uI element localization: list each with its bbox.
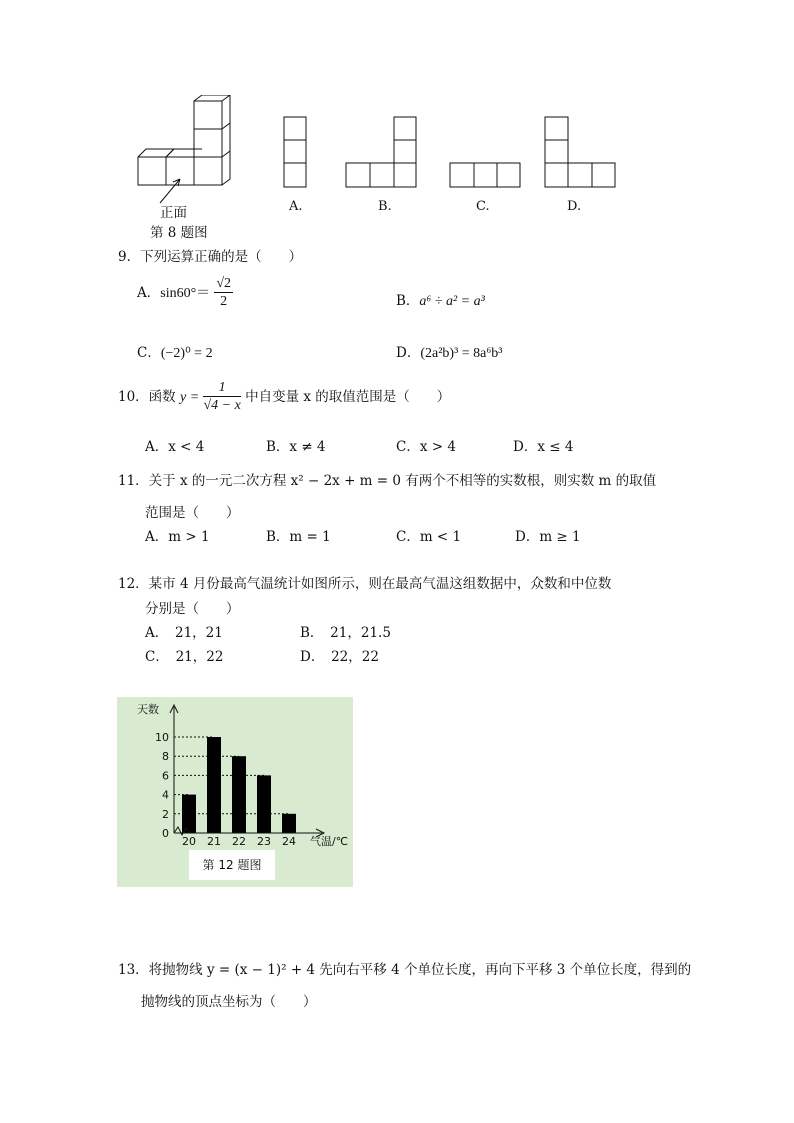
q9-a-frac-num: √2 [216,276,232,291]
q10-fraction [203,380,240,415]
bar-23 [257,775,271,833]
q10-option-c: C．x > 4 [396,439,456,455]
q10-option-d: D．x ≤ 4 [513,439,574,455]
x-tick-label: 22 [232,835,246,848]
q9-d-label: D． [396,345,421,361]
q9-stem: 9．下列运算正确的是（ ） [118,249,303,265]
q9-d-expr: (2a²b)³ = 8a⁶b³ [420,346,503,361]
q13-line1: 13．将抛物线 y = (x − 1)² + 4 先向右平移 4 个单位长度，再向下平移 3 个单位长度，得到的 [118,962,692,978]
q9-option-b [396,289,485,310]
x-tick-label: 23 [257,835,271,848]
q8-option-a: A. [289,199,303,214]
q9-option-a [137,276,233,311]
q10-func: y = [179,390,200,405]
q9-b-label: B． [396,293,420,309]
q8-option-b: B. [378,199,392,214]
q11-line2: 范围是（ ） [145,505,240,521]
bar-20 [182,795,196,833]
q12-option-b: B． 21，21.5 [300,625,391,641]
y-tick-label: 0 [162,827,169,840]
q9-a-fraction [214,276,233,311]
q12-line2: 分别是（ ） [145,601,240,617]
q10-stem [118,380,450,415]
q10-prefix: 10．函数 [118,389,176,405]
q9-option-d [396,341,502,362]
q10-suffix: 中自变量 x 的取值范围是（ ） [245,389,451,405]
q10-frac-den: √4 − x [203,398,241,413]
q11-option-d: D．m ≥ 1 [515,529,581,545]
q9-a-label: A． [137,285,161,301]
y-tick-label: 6 [162,769,169,783]
q10-option-b: B．x ≠ 4 [266,439,326,455]
q9-a-expr: sin60°＝ [160,286,211,301]
x-tick-label: 24 [282,835,296,848]
q8-figure [130,95,630,240]
bar-22 [232,756,246,833]
x-tick-label: 21 [207,835,221,848]
q10-option-a: A．x < 4 [145,439,205,455]
y-tick-label: 2 [162,807,169,821]
y-tick-label: 8 [162,750,169,764]
q12-option-c: C． 21，22 [145,649,224,665]
q11-option-a: A．m > 1 [145,529,210,545]
q12-option-d: D． 22，22 [300,649,379,665]
q9-a-frac-den: 2 [220,294,228,309]
q11-option-c: C．m < 1 [396,529,462,545]
bar-21 [207,737,221,833]
q10-frac-num: 1 [203,380,240,397]
q12-chart-panel [117,697,353,887]
y-axis-label: 天数 [137,703,159,716]
y-tick-label: 10 [155,731,169,744]
x-axis-label: 气温/℃ [310,835,349,848]
q9-b-expr: a⁶ ÷ a² = a³ [419,294,485,309]
q8-option-d: D. [567,199,582,214]
q12-option-a: A． 21，21 [145,625,223,641]
q8-option-c: C. [476,199,490,214]
q12-line1: 12．某市 4 月份最高气温统计如图所示，则在最高气温这组数据中，众数和中位数 [118,576,612,592]
q9-option-c [137,341,213,362]
q9-c-expr: (−2)⁰ = 2 [160,346,213,361]
q13-line2: 抛物线的顶点坐标为（ ） [141,994,317,1010]
q8-front-label: 正面 [160,205,187,221]
y-tick-label: 4 [162,788,169,802]
q11-line1: 11．关于 x 的一元二次方程 x² − 2x + m = 0 有两个不相等的实数根，则实数 m 的取值 [118,473,657,489]
q9-c-label: C． [137,345,161,361]
q8-caption: 第 8 题图 [150,225,208,241]
q12-caption: 第 12 题图 [189,850,275,880]
x-tick-label: 20 [182,835,196,848]
q11-option-b: B．m = 1 [266,529,331,545]
bar-24 [282,814,296,833]
